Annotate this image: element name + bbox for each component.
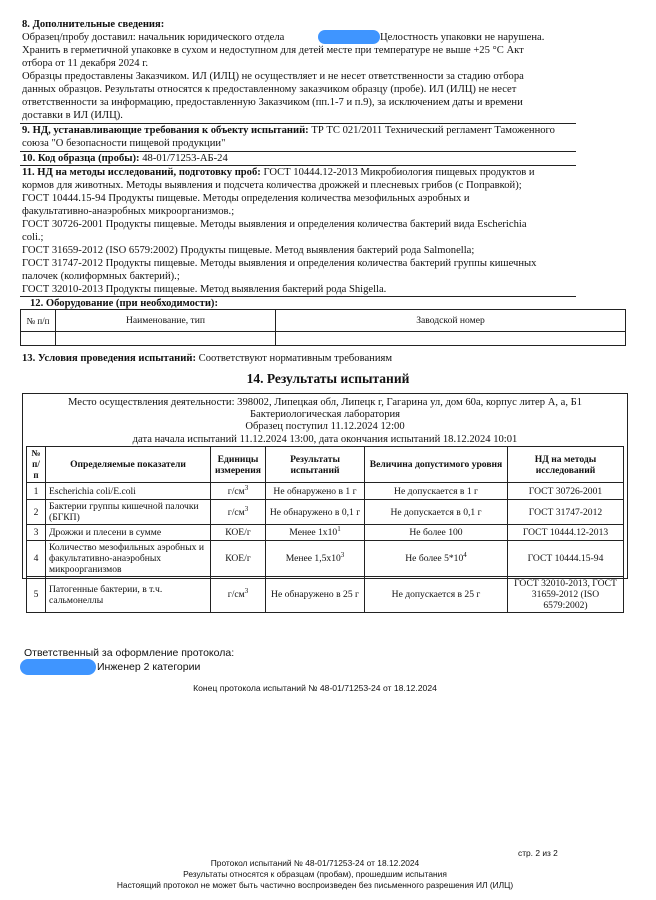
result: Не обнаружено в 25 г [271,589,359,600]
column-header: Единицы измерения [211,447,266,483]
method-line: ГОСТ 10444.12-2013 Микробиология пищевых продуктов и [263,167,535,178]
equipment-table [20,309,626,346]
result: Менее 1,5x10 [285,553,341,564]
section-11-line1 [22,166,535,179]
result: Не обнаружено в 1 г [273,485,357,497]
unit: г/см [227,506,245,518]
section-10-title: 10. Код образца (пробы): [22,153,140,164]
row-number: 2 [27,500,46,525]
limit: Не допускается в 0,1 г [390,506,482,518]
sample-received: Образец поступил 11.12.2024 12:00 [245,421,405,432]
indicator-name: Бактерии группы кишечной палочки (БГКП) [46,500,211,525]
method-line: ГОСТ 31659-2012 (ISO 6579:2002) Продукты пищевые. Метод выявления бактерий рода Salmonella; [22,245,475,256]
limit: Не допускается в 1 г [394,485,478,497]
redaction-mark [318,30,380,44]
method-line: coli.; [22,232,44,243]
row-number: 4 [27,541,46,577]
column-header: № п/п [27,447,46,483]
responsible-position: Инженер 2 категории [97,661,201,673]
section-13-title: 13. Условия проведения испытаний: [22,353,197,364]
unit-cell [211,577,266,613]
column-header: Определяемые показатели [46,447,211,483]
result-cell [266,541,365,577]
result-cell [266,500,365,525]
result: Не обнаружено в 0,1 г [269,506,361,518]
table-header-row [27,447,624,483]
result: Менее 1x10 [289,527,338,538]
method-line: ГОСТ 32010-2013 Продукты пищевые. Метод выявления бактерий рода Shigella. [22,284,387,295]
table-cell [276,332,626,346]
method-line: кормов для животных. Методы выявления и подсчета количества дрожжей и плесневых грибов (с Поправкой); [22,180,522,191]
unit-exponent: 3 [244,504,249,513]
table-row [27,541,624,577]
row-number: 3 [27,525,46,541]
limit-cell [365,483,508,500]
redaction-mark [20,659,96,675]
page-number: стр. 2 из 2 [518,848,558,858]
table-row [27,577,624,613]
test-conditions: Соответствуют нормативным требованиям [198,353,393,364]
table-cell [21,332,56,346]
section-12-title: 12. Оборудование (при необходимости): [30,298,218,309]
lab-name: Бактериологическая лаборатория [249,409,401,420]
indicator-name: Количество мезофильных аэробных и факультативно-анаэробных микроорганизмов [46,541,211,577]
unit-cell [211,500,266,525]
limit-cell [365,500,508,525]
section-9-text1: ТР ТС 021/2011 Технический регламент Таможенного [311,125,555,136]
section-8-line7: доставки в ИЛ (ИЛЦ). [22,110,123,121]
limit-exponent: 4 [463,550,467,559]
section-14-title: 14. Результаты испытаний [246,371,410,386]
method-cell: ГОСТ 30726-2001 [508,483,624,500]
limit-cell [365,577,508,613]
column-header: № п/п [21,310,56,332]
lab-address: Место осуществления деятельности: 398002, Липецкая обл, Липецк г, Гагарина ул, дом 60а, корпус литер А, а, Б1 [67,397,583,408]
method-cell: ГОСТ 10444.12-2013 [508,525,624,541]
row-number: 5 [27,577,46,613]
table-row [27,500,624,525]
section-8-line1a: Образец/пробу доставил: начальник юридического отдела [22,32,285,43]
section-9-text2: союза "О безопасности пищевой продукции" [22,138,226,149]
method-line: факультативно-анаэробных микроорганизмов.; [22,206,235,217]
unit: КОЕ/г [225,527,251,538]
unit-cell [211,541,266,577]
footer-line-2: Результаты относятся к образцам (пробам), прошедшим испытания [183,869,447,879]
footer-line-3: Настоящий протокол не может быть частично воспроизведен без письменного разрешения ИЛ (ИЛЦ) [116,880,514,890]
table-row [21,332,626,346]
section-8-line2: Хранить в герметичной упаковке в сухом и недоступном для детей месте при температуре не выше +25 °C Акт [22,45,524,56]
method-cell: ГОСТ 31747-2012 [508,500,624,525]
result-exponent: 1 [337,524,341,533]
limit-cell [365,541,508,577]
result-cell [266,525,365,541]
table-header-row [21,310,626,332]
unit: г/см [227,485,245,497]
table-row [27,525,624,541]
footer-line-1: Протокол испытаний № 48-01/71253-24 от 18.12.2024 [210,858,420,868]
test-dates: дата начала испытаний 11.12.2024 13:00, дата окончания испытаний 18.12.2024 10:01 [132,434,518,445]
column-header: НД на методы исследований [508,447,624,483]
unit-cell [211,483,266,500]
column-header: Результаты испытаний [266,447,365,483]
result-exponent: 3 [340,550,345,559]
responsible-label: Ответственный за оформление протокола: [24,647,235,659]
results-table [26,446,624,613]
section-10 [22,152,228,165]
section-11-title: 11. НД на методы исследований, подготовку проб: [22,167,261,178]
section-9-line1 [22,124,555,137]
unit: КОЕ/г [225,553,251,564]
indicator-name: Escherichia coli/E.coli [46,483,211,500]
column-header: Заводской номер [276,310,626,332]
result-cell [266,483,365,500]
column-header: Величина допустимого уровня [365,447,508,483]
limit: Не более 100 [409,527,463,538]
unit: г/см [227,589,245,600]
indicator-name: Патогенные бактерии, в т.ч. сальмонеллы [46,577,211,613]
unit-cell [211,525,266,541]
method-line: ГОСТ 10444.15-94 Продукты пищевые. Методы определения количества мезофильных аэробных и [22,193,470,204]
protocol-end-note: Конец протокола испытаний № 48-01/71253-24 от 18.12.2024 [193,683,437,693]
limit-cell [365,525,508,541]
section-13 [22,352,392,365]
section-8-line4: Образцы предоставлены Заказчиком. ИЛ (ИЛЦ) не осуществляет и не несет ответственности за стадию отбора [22,71,524,82]
section-9-title: 9. НД, устанавливающие требования к объекту испытаний: [22,125,309,136]
unit-exponent: 3 [244,483,249,492]
unit-exponent: 3 [244,586,249,595]
indicator-name: Дрожжи и плесени в сумме [46,525,211,541]
section-8-line5: данных образцов. Результаты относятся к предоставленному заказчиком образцу (пробе). ИЛ (ИЛЦ) не несет [22,84,517,95]
sample-code: 48-01/71253-АБ-24 [142,153,228,164]
result-cell [266,577,365,613]
method-line: ГОСТ 31747-2012 Продукты пищевые. Методы выявления и определения количества бактерий группы кишечных [22,258,537,269]
method-line: ГОСТ 30726-2001 Продукты пищевые. Методы выявления и определения количества бактерий вида Escherichia [22,219,527,230]
section-8-line6: ответственности за информацию, предоставленную Заказчиком (пп.1-7 и п.9), за исключением даты и времени [22,97,523,108]
column-header: Наименование, тип [56,310,276,332]
limit: Не более 5*10 [405,553,464,564]
row-number: 1 [27,483,46,500]
method-cell: ГОСТ 10444.15-94 [508,541,624,577]
section-8-line3: отбора от 11 декабря 2024 г. [22,58,149,69]
table-row [27,483,624,500]
table-cell [56,332,276,346]
section-8-line1b: Целостность упаковки не нарушена. [380,32,545,43]
limit: Не допускается в 25 г [391,589,481,600]
method-cell: ГОСТ 32010-2013, ГОСТ 31659-2012 (ISO 6579:2002) [508,577,624,613]
method-line: палочек (колиформных бактерий).; [22,271,180,282]
section-8-title: 8. Дополнительные сведения: [22,19,165,30]
